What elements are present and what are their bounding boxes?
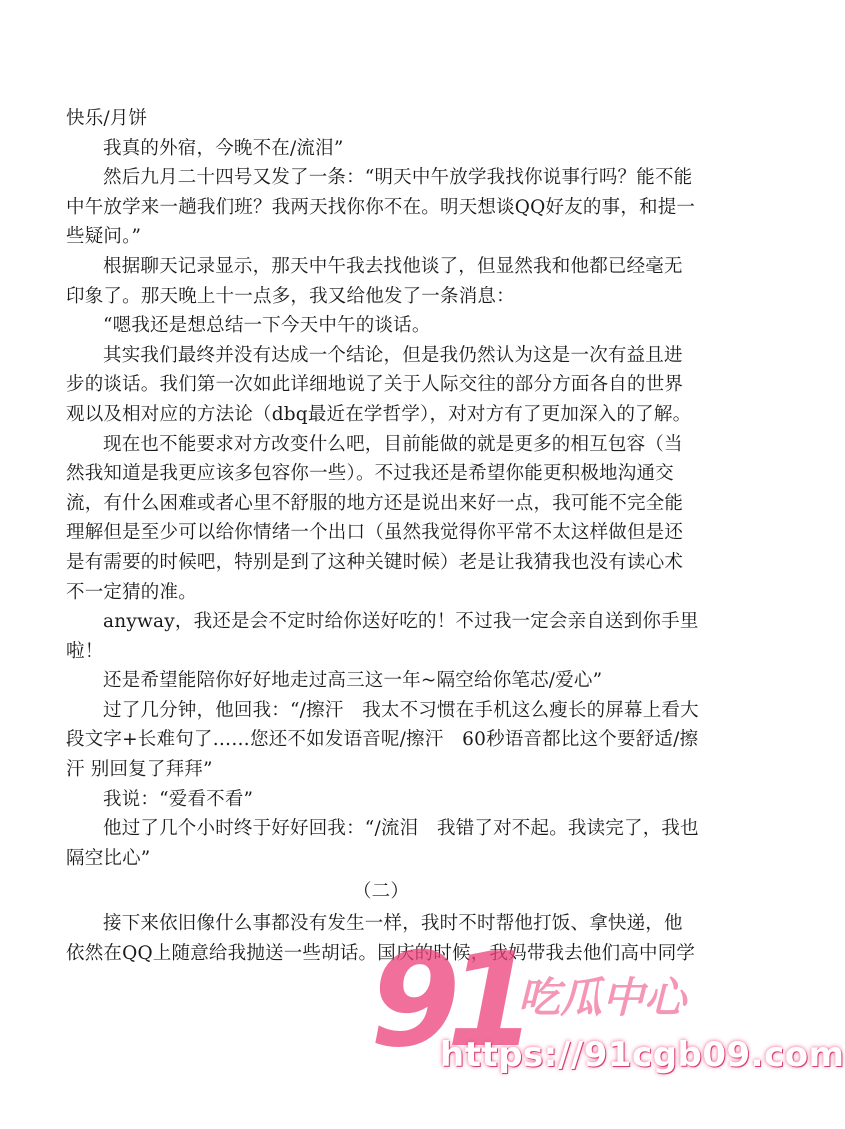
paragraph-block-after [66, 909, 696, 968]
watermark-site-name: 吃瓜中心 [518, 973, 687, 1022]
text-line: 其实我们最终并没有达成一个结论，但是我仍然认为这是一次有益且进 [103, 344, 683, 366]
text-line: 然后九月二十四号又发了一条：“明天中午放学我找你说事行吗？能不能 [103, 167, 693, 189]
text-line: 汗 别回复了拜拜” [66, 759, 213, 781]
text-line: 快乐/月饼 [66, 108, 148, 129]
text-line: 依然在QQ上随意给我抛送一些胡话。国庆的时候，我妈带我去他们高中同学 [66, 942, 696, 964]
document-body [66, 104, 699, 968]
text-line: 然我知道是我更应该多包容你一些）。不过我还是希望你能更积极地沟通交 [66, 463, 674, 485]
text-line: 我说：“爱看不看” [103, 788, 254, 810]
watermark-url: https://91cgb09.com [440, 1035, 845, 1075]
text-line: 不一定猜的准。 [66, 581, 197, 603]
text-line: 步的谈话。我们第一次如此详细地说了关于人际交往的部分方面各自的世界 [66, 374, 684, 396]
text-line: 中午放学来一趟我们班？我两天找你你不在。明天想谈QQ好友的事，和提一 [66, 196, 696, 218]
text-line: 我真的外宿，今晚不在/流泪” [103, 137, 344, 159]
paragraph-block [66, 104, 699, 873]
watermark-logo: 91 [370, 924, 523, 1076]
text-line: “嗯我还是想总结一下今天中午的谈话。 [103, 315, 431, 337]
text-line: 啦！ [66, 640, 104, 662]
text-line: 他过了几个小时终于好好回我：“/流泪 我错了对不起。我读完了，我也 [103, 818, 699, 840]
text-line: 接下来依旧像什么事都没有发生一样，我时不时帮他打饭、拿快递，他 [103, 913, 683, 935]
text-line: 还是希望能陪你好好地走过高三这一年~隔空给你笔芯/爱心” [103, 670, 603, 692]
text-line: 是有需要的时候吧，特别是到了这种关键时候）老是让我猜我也没有读心术 [66, 551, 684, 573]
text-line: 段文字+长难句了……您还不如发语音呢/擦汗 60秒语音都比这个要舒适/擦 [66, 729, 699, 751]
text-line: 根据聊天记录显示，那天中午我去找他谈了，但显然我和他都已经毫无 [103, 255, 683, 277]
text-line: 隔空比心” [66, 847, 151, 869]
text-line: 些疑问。” [66, 226, 142, 248]
text-line: 印象了。那天晚上十一点多，我又给他发了一条消息： [66, 285, 515, 307]
text-line: 观以及相对应的方法论（dbq最近在学哲学），对对方有了更加深入的了解。 [66, 403, 692, 425]
text-line: 现在也不能要求对方改变什么吧，目前能做的就是更多的相互包容（当 [103, 433, 683, 455]
text-line: anyway，我还是会不定时给你送好吃的！不过我一定会亲自送到你手里 [103, 611, 699, 633]
text-line: 过了几分钟，他回我：“/擦汗 我太不习惯在手机这么瘦长的屏幕上看大 [103, 699, 699, 721]
section-heading: （二） [352, 881, 410, 903]
text-line: 理解但是至少可以给你情绪一个出口（虽然我觉得你平常不太这样做但是还 [66, 522, 684, 544]
text-line: 流，有什么困难或者心里不舒服的地方还是说出来好一点，我可能不完全能 [66, 492, 684, 514]
